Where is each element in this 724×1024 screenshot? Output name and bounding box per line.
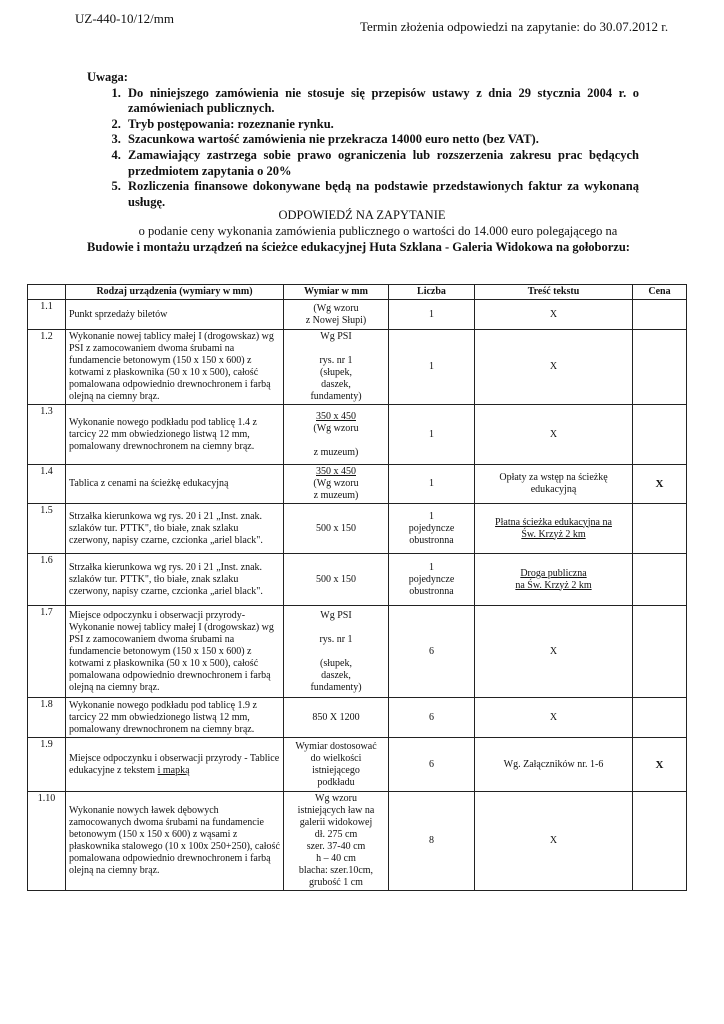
row-price	[633, 504, 687, 554]
row-number: 1.8	[28, 698, 66, 738]
row-number: 1.9	[28, 738, 66, 792]
row-description: Tablica z cenami na ścieżkę edukacyjną	[66, 465, 284, 504]
row-quantity: 1	[389, 465, 475, 504]
row-text: X	[475, 792, 633, 891]
intro-paragraph	[87, 224, 669, 255]
row-price	[633, 405, 687, 465]
table-row	[28, 698, 687, 738]
table-row	[28, 300, 687, 330]
row-dimension: Wg PSI rys. nr 1 (słupek, daszek, fundamenty)	[284, 330, 389, 405]
row-quantity: 1 pojedyncze obustronna	[389, 504, 475, 554]
notes-section	[87, 70, 639, 210]
header-text: Treść tekstu	[475, 285, 633, 300]
row-quantity: 6	[389, 606, 475, 698]
row-quantity: 1	[389, 300, 475, 330]
header-quantity: Liczba	[389, 285, 475, 300]
notes-heading: Uwaga:	[87, 70, 128, 84]
intro-line: o podanie ceny wykonania zamówienia publicznego o wartości do 14.000 euro polegającego na	[138, 224, 618, 238]
row-number: 1.1	[28, 300, 66, 330]
row-text: X	[475, 405, 633, 465]
row-number: 1.5	[28, 504, 66, 554]
table-row	[28, 792, 687, 891]
row-number: 1.7	[28, 606, 66, 698]
row-price: X	[633, 738, 687, 792]
row-number: 1.3	[28, 405, 66, 465]
row-description: Strzałka kierunkowa wg rys. 20 i 21 „Inst. znak. szlaków tur. PTTK", tło białe, znak szlaku czerwony, napisy czarne, czcionka „ariel black".	[66, 504, 284, 554]
row-quantity: 1 pojedyncze obustronna	[389, 554, 475, 606]
row-dimension: 350 x 450 (Wg wzoru z muzeum)	[284, 465, 389, 504]
row-dimension: Wg wzoru istniejących ław na galerii widokowej dł. 275 cm szer. 37-40 cm h – 40 cm blacha: szer.10cm, grubość 1 cm	[284, 792, 389, 891]
row-text: Płatna ścieżka edukacyjna na Św. Krzyż 2 km	[475, 504, 633, 554]
table-row	[28, 554, 687, 606]
table-row	[28, 504, 687, 554]
header-price: Cena	[633, 285, 687, 300]
row-description: Wykonanie nowego podkładu pod tablicę 1.4 z tarcicy 22 mm obwiedzionego listwą 12 mm, pomalowany drewnochronem na ciemny brąz.	[66, 405, 284, 465]
row-description: Miejsce odpoczynku i obserwacji przyrody- Wykonanie nowej tablicy małej I (drogowskaz) wg PSI z zamocowaniem dwoma śrubami na fundamencie betonowym (150 x 150 x 600) z kotwami z płaskownika (50 x 10 x 500), całość pomalowana odpowiednio drewnochronem i farbą olejną na ciemny brąz.	[66, 606, 284, 698]
row-quantity: 8	[389, 792, 475, 891]
row-number: 1.2	[28, 330, 66, 405]
row-description: Wykonanie nowych ławek dębowych zamocowanych dwoma śrubami na fundamencie betonowym (150 x 150 x 600) z wąsami z płaskownika stalowego (10 x 100x 250+250), całość pomalowana odpowiednio drewnochronem i farbą olejną na ciemny brąz.	[66, 792, 284, 891]
row-description: Strzałka kierunkowa wg rys. 20 i 21 „Inst. znak. szlaków tur. PTTK", tło białe, znak szlaku czerwony, napisy czarne, czcionka „ariel black".	[66, 554, 284, 606]
row-text: X	[475, 300, 633, 330]
row-quantity: 1	[389, 330, 475, 405]
header-dimension: Wymiar w mm	[284, 285, 389, 300]
note-item: 3. Szacunkowa wartość zamówienia nie przekracza 14000 euro netto (bez VAT).	[124, 132, 639, 148]
row-description: Wykonanie nowej tablicy małej I (drogowskaz) wg PSI z zamocowaniem dwoma śrubami na fundamencie betonowym (150 x 150 x 600) z kotwami z płaskownika (50 x 10 x 500), całość pomalowana odpowiednio drewnochronem i farbą olejną na ciemny brąz.	[66, 330, 284, 405]
row-price	[633, 300, 687, 330]
document-code: UZ-440-10/12/mm	[75, 11, 174, 26]
note-item: 4. Zamawiający zastrzega sobie prawo ograniczenia lub rozszerzenia zakresu prac będących przedmiotem zapytania o 20%	[124, 148, 639, 179]
note-item: 2. Tryb postępowania: rozeznanie rynku.	[124, 117, 639, 133]
row-dimension: 350 x 450 (Wg wzoru z muzeum)	[284, 405, 389, 465]
row-quantity: 6	[389, 738, 475, 792]
header-type: Rodzaj urządzenia (wymiary w mm)	[66, 285, 284, 300]
intro-subject: Budowie i montażu urządzeń na ścieżce edukacyjnej Huta Szklana - Galeria Widokowa na gołoborzu:	[87, 239, 630, 254]
table-row	[28, 738, 687, 792]
deadline-text: Termin złożenia odpowiedzi na zapytanie: do 30.07.2012 r.	[360, 19, 669, 34]
row-price	[633, 554, 687, 606]
row-dimension: Wg PSI rys. nr 1 (słupek, daszek, fundamenty)	[284, 606, 389, 698]
row-text: X	[475, 330, 633, 405]
row-description: Wykonanie nowego podkładu pod tablicę 1.9 z tarcicy 22 mm obwiedzionego listwą 12 mm, pomalowany drewnochronem na ciemny brąz.	[66, 698, 284, 738]
items-table	[27, 284, 687, 891]
row-text: Opłaty za wstęp na ścieżkę edukacyjną	[475, 465, 633, 504]
row-text: Wg. Załączników nr. 1-6	[475, 738, 633, 792]
row-price	[633, 698, 687, 738]
row-dimension: (Wg wzoru z Nowej Słupi)	[284, 300, 389, 330]
row-description: Punkt sprzedaży biletów	[66, 300, 284, 330]
notes-list	[87, 86, 639, 211]
row-dimension: Wymiar dostosować do wielkości istniejącego podkładu	[284, 738, 389, 792]
note-item: 1. Do niniejszego zamówienia nie stosuje się przepisów ustawy z dnia 29 stycznia 2004 r. o zamówieniach publicznych.	[124, 86, 639, 117]
row-price	[633, 792, 687, 891]
row-number: 1.6	[28, 554, 66, 606]
note-item: 5. Rozliczenia finansowe dokonywane będą na podstawie przedstawionych faktur za wykonaną usługę.	[124, 179, 639, 210]
row-text: X	[475, 698, 633, 738]
row-number: 1.10	[28, 792, 66, 891]
row-dimension: 500 x 150	[284, 554, 389, 606]
table-row	[28, 606, 687, 698]
row-dimension: 850 X 1200	[284, 698, 389, 738]
row-price	[633, 330, 687, 405]
row-dimension: 500 x 150	[284, 504, 389, 554]
row-price: X	[633, 465, 687, 504]
row-price	[633, 606, 687, 698]
row-description: Miejsce odpoczynku i obserwacji przyrody - Tablice edukacyjne z tekstem i mapką	[66, 738, 284, 792]
row-text: Droga publiczna na Św. Krzyż 2 km	[475, 554, 633, 606]
row-number: 1.4	[28, 465, 66, 504]
row-quantity: 1	[389, 405, 475, 465]
table-header-row	[28, 285, 687, 300]
table-row	[28, 330, 687, 405]
table-row	[28, 465, 687, 504]
row-text: X	[475, 606, 633, 698]
table-row	[28, 405, 687, 465]
row-quantity: 6	[389, 698, 475, 738]
header-lp	[28, 285, 66, 300]
page-title: ODPOWIEDŹ NA ZAPYTANIE	[278, 208, 446, 222]
